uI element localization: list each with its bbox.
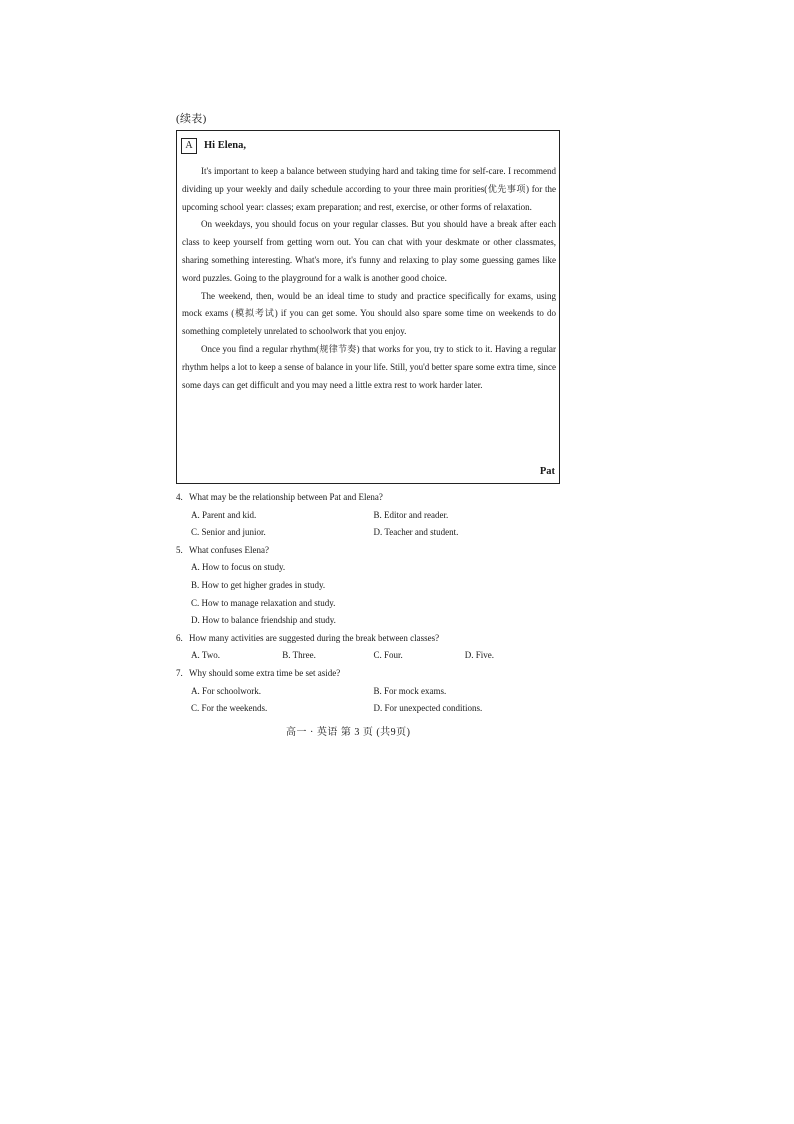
option-d: D. How to balance friendship and study. bbox=[191, 615, 336, 626]
question-number: 7. bbox=[176, 667, 183, 678]
question-number: 4. bbox=[176, 492, 183, 502]
option-d: D. Teacher and student. bbox=[373, 527, 459, 538]
question-7 bbox=[176, 665, 556, 718]
letter-body bbox=[182, 163, 556, 394]
options-row bbox=[176, 524, 556, 542]
question-text: Why should some extra time be set aside? bbox=[189, 667, 341, 678]
option-b: B. For mock exams. bbox=[373, 685, 447, 696]
options-row bbox=[176, 683, 556, 701]
question-5 bbox=[176, 542, 556, 630]
question-text: How many activities are suggested during the break between classes? bbox=[189, 632, 440, 643]
passage-label: A bbox=[181, 138, 197, 154]
option-c: C. Four. bbox=[373, 650, 403, 661]
paragraph-1: It's important to keep a balance between studying hard and taking time for self-care. I recommend dividing up your weekly and daily schedule according to your three main prorities(优先事项) for the upcoming school year: classes; exam preparation; and rest, exercise, or other forms of relaxation. bbox=[182, 166, 556, 212]
option-a: A. Two. bbox=[191, 650, 220, 661]
continued-label: (续表) bbox=[176, 113, 207, 125]
options-row bbox=[176, 700, 556, 718]
options-row bbox=[176, 647, 556, 665]
question-stem bbox=[176, 665, 556, 683]
option-c: C. Senior and junior. bbox=[191, 527, 266, 538]
option-a: A. For schoolwork. bbox=[191, 685, 261, 696]
letter-signature: Pat bbox=[539, 466, 555, 477]
question-stem bbox=[176, 542, 556, 560]
option-b: B. How to get higher grades in study. bbox=[191, 579, 326, 590]
option-a: A. How to focus on study. bbox=[191, 562, 286, 573]
options-row bbox=[176, 507, 556, 525]
option-c: C. How to manage relaxation and study. bbox=[191, 597, 336, 608]
option-c: C. For the weekends. bbox=[191, 703, 268, 714]
question-number: 6. bbox=[176, 632, 183, 643]
question-list bbox=[176, 489, 556, 718]
question-text: What confuses Elena? bbox=[189, 544, 269, 555]
question-number: 5. bbox=[176, 544, 183, 555]
question-text: What may be the relationship between Pat and Elena? bbox=[189, 492, 383, 502]
option-d: D. Five. bbox=[464, 650, 494, 661]
option-b: B. Editor and reader. bbox=[373, 509, 449, 520]
question-stem bbox=[176, 489, 556, 507]
page-footer: 高一 · 英语 第 3 页 (共9页) bbox=[286, 727, 411, 738]
paragraph-2: On weekdays, you should focus on your regular classes. But you should have a break after each class to keep yourself from getting worn out. You can chat with your deskmate or other classmates, sharing something interesting. What's more, it's funny and relaxing to play some guessing games like word puzzles. Going to the playground for a walk is another good choice. bbox=[182, 219, 556, 283]
option-a: A. Parent and kid. bbox=[191, 509, 257, 520]
letter-greeting: Hi Elena, bbox=[204, 140, 247, 151]
paragraph-3: The weekend, then, would be an ideal time to study and practice specifically for exams, using mock exams (模拟考试) if you can get some. You should also spare some time on weekends to do something completely unrelated to schoolwork that you enjoy. bbox=[182, 290, 556, 337]
question-4 bbox=[176, 489, 556, 542]
option-b: B. Three. bbox=[282, 650, 316, 661]
reading-passage-box bbox=[176, 130, 560, 484]
option-d: D. For unexpected conditions. bbox=[373, 703, 483, 714]
question-stem bbox=[176, 630, 556, 648]
question-6 bbox=[176, 630, 556, 665]
paragraph-4: Once you find a regular rhythm(规律节奏) that works for you, try to stick to it. Having a regular rhythm helps a lot to keep a sense of balance in your life. Still, you'd better spare some extra time, since some days can get difficult and you may need a little extra rest to work harder later. bbox=[182, 343, 556, 390]
